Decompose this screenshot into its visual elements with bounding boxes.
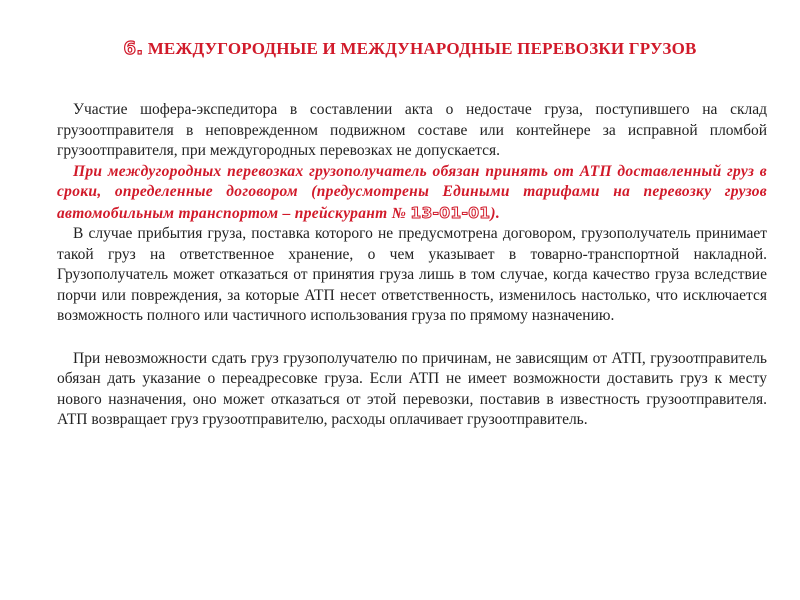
paragraph-driver-participation: Участие шофера-экспедитора в составлении акта о недостаче груза, поступившего на склад грузоотправителя в неповрежденном подвижном составе или контейнере за исправной пломбой грузоотправителя, при междугородных перевозках не допускается. [57,101,767,159]
section-number: 6. [123,38,144,59]
section-title-text: МЕЖДУГОРОДНЫЕ И МЕЖДУНАРОДНЫЕ ПЕРЕВОЗКИ ГРУЗОВ [147,39,697,58]
page-title [60,38,760,59]
document-body [57,100,767,431]
paragraph-consignee-obligation-text: При междугородных перевозках грузополучатель обязан принять от АТП доставленный груз в сроки, определенные договором (предусмотрены Едиными тарифами на перевозку грузов автомобильным транспортом – прейскурант № [57,162,767,222]
paragraph-unplanned-cargo: В случае прибытия груза, поставка которого не предусмотрена договором, грузополучатель принимает такой груз на ответственное хранение, о чем указывает в товарно-транспортной накладной. Грузополучатель может отказаться от принятия груза лишь в том случае, когда качество груза вследствие порчи или повреждения, за которые АТП несет ответственность, изменилось настолько, что исключается возможность полного или частичного использования груза по прямому назначению. [57,225,767,324]
paragraph-redirection: При невозможности сдать груз грузополучателю по причинам, не зависящим от АТП, грузоотправитель обязан дать указание о переадресовке груза. Если АТП не имеет возможности доставить груз к месту нового назначения, оно может отказаться от этой перевозки, поставив в известность грузоотправителя. АТП возвращает груз грузоотправителю, расходы оплачивает грузоотправитель. [57,349,767,428]
paragraph-consignee-obligation-end: ). [490,204,501,222]
price-list-code: 13-01-01 [410,203,491,222]
paragraph-consignee-obligation [57,162,767,225]
